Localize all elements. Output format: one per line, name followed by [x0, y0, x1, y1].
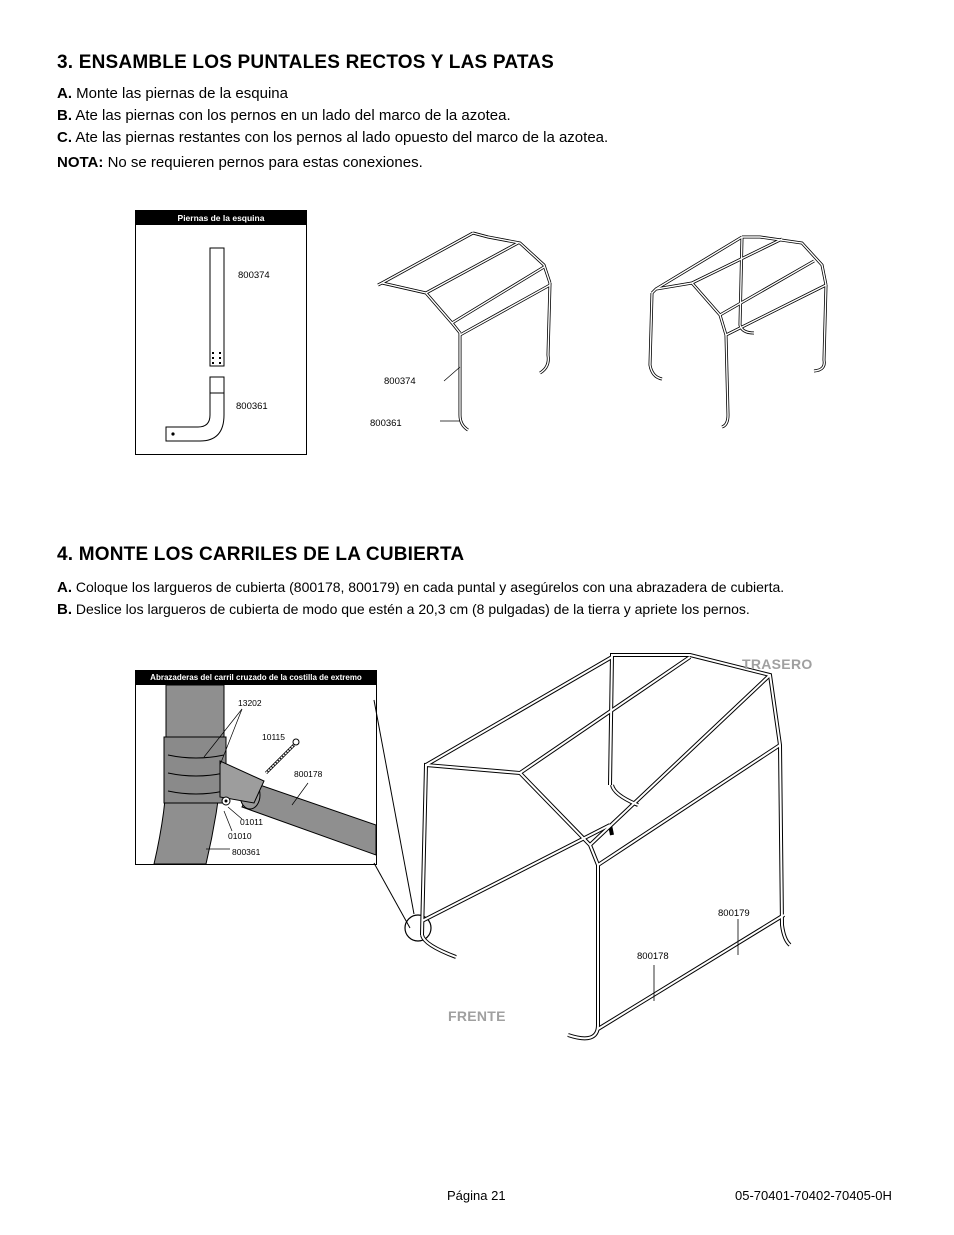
step-3b: B. Ate las piernas con los pernos en un lado del marco de la azotea. — [57, 107, 511, 124]
part-800178-detail-label: 800178 — [294, 769, 323, 779]
part-01011-label: 01011 — [240, 817, 264, 827]
part-01010-label: 01010 — [228, 831, 252, 841]
front-label: FRENTE — [448, 1008, 506, 1024]
step-4a: A. Coloque los largueros de cubierta (800178, 800179) en cada puntal y asegúrelos con una abrazadera de cubierta. — [57, 579, 785, 596]
clamp-detail-drawing — [136, 685, 376, 864]
step-4b: B. Deslice los largueros de cubierta de modo que estén a 20,3 cm (8 pulgadas) de la tierra y apriete los pernos. — [57, 601, 750, 618]
end-rib-clamp-detail-box — [135, 670, 377, 865]
part-800361-detail-label: 800361 — [232, 847, 261, 857]
detail-box-title: Abrazaderas del carril cruzado de la costilla de extremo — [136, 671, 376, 685]
section-3-title: 3. ENSAMBLE LOS PUNTALES RECTOS Y LAS PATAS — [57, 52, 555, 73]
rail-800178-label: 800178 — [637, 951, 669, 962]
frame-one-side-legs-drawing — [368, 225, 588, 445]
document-number: 05-70401-70402-70405-0H — [735, 1188, 892, 1203]
frame1-800361-label: 800361 — [370, 418, 402, 429]
part-13202-label: 13202 — [238, 698, 262, 708]
parts-box-title: Piernas de la esquina — [136, 211, 306, 225]
part-800361-label: 800361 — [236, 401, 268, 412]
cover-rails-frame-drawing — [400, 645, 820, 1065]
frame1-800374-label: 800374 — [384, 376, 416, 387]
frame-all-legs-drawing — [642, 225, 862, 445]
part-10115-label: 10115 — [262, 732, 286, 742]
rail-800179-label: 800179 — [718, 908, 750, 919]
step-3c: C. Ate las piernas restantes con los pernos al lado opuesto del marco de la azotea. — [57, 129, 609, 146]
step-3a: A. Monte las piernas de la esquina — [57, 85, 288, 102]
part-800374-label: 800374 — [238, 270, 270, 281]
rear-label: TRASERO — [742, 656, 813, 672]
note-3: NOTA: No se requieren pernos para estas conexiones. — [57, 154, 423, 171]
corner-legs-parts-box — [135, 210, 307, 455]
corner-leg-parts-drawing — [136, 225, 306, 454]
page-number: Página 21 — [447, 1188, 506, 1203]
section-4-title: 4. MONTE LOS CARRILES DE LA CUBIERTA — [57, 544, 465, 565]
